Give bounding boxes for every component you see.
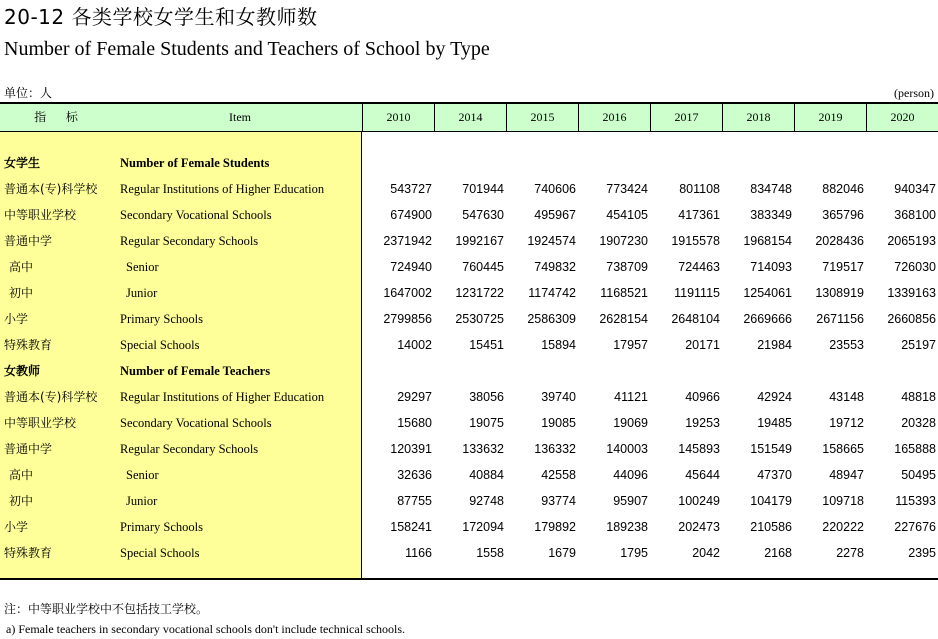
row-label-en: Number of Female Students [120,156,270,170]
table-cell: 1968154 [743,234,792,248]
row-label-cn: 特殊教育 [4,338,53,352]
table-cell: 2028436 [815,234,864,248]
table-cell: 29297 [397,390,432,404]
table-cell: 714093 [750,260,792,274]
table-row [0,514,938,540]
row-label-en: Special Schools [120,338,200,352]
table-cell: 42924 [757,390,792,404]
page-title-cn: 20-12 各类学校女学生和女教师数 [4,5,318,29]
header-year: 2014 [434,104,506,131]
table-cell: 801108 [679,182,720,196]
table-cell: 2648104 [671,312,720,326]
table-cell: 1339163 [887,286,936,300]
table-cell: 726030 [894,260,936,274]
table-cell: 120391 [390,442,432,456]
table-cell: 220222 [822,520,864,534]
table-cell: 19253 [685,416,720,430]
row-label-cn: 初中 [9,286,34,300]
table-row [0,358,938,384]
table-cell: 20171 [685,338,720,352]
table-cell: 383349 [750,208,792,222]
table-row [0,540,938,566]
table-cell: 17957 [613,338,648,352]
table-cell: 140003 [606,442,648,456]
row-label-cn: 女学生 [4,156,41,170]
table-cell: 115393 [895,494,936,508]
table-cell: 87755 [397,494,432,508]
table-cell: 15451 [469,338,504,352]
table-cell: 1231722 [455,286,504,300]
row-label-cn: 小学 [4,312,29,326]
data-table [0,102,938,580]
table-cell: 44096 [613,468,648,482]
row-label-cn: 高中 [9,260,34,274]
row-label-en: Regular Secondary Schools [120,442,259,456]
table-cell: 19069 [613,416,648,430]
table-cell: 2586309 [527,312,576,326]
table-cell: 2628154 [599,312,648,326]
table-cell: 202473 [678,520,720,534]
table-cell: 104179 [750,494,792,508]
header-year: 2020 [866,104,938,131]
row-label-cn: 普通中学 [4,234,53,248]
header-year: 2016 [578,104,650,131]
row-label-cn: 高中 [9,468,34,482]
table-cell: 674900 [390,208,432,222]
table-cell: 1191115 [674,286,720,300]
table-row [0,332,938,358]
row-label-cn: 中等职业学校 [4,208,77,222]
table-cell: 172094 [462,520,504,534]
table-cell: 882046 [822,182,864,196]
table-cell: 417361 [678,208,720,222]
table-cell: 15680 [397,416,432,430]
table-cell: 547630 [462,208,504,222]
table-row [0,306,938,332]
table-cell: 47370 [757,468,792,482]
table-row [0,384,938,410]
table-cell: 40884 [469,468,504,482]
table-cell: 45644 [685,468,720,482]
unit-label-cn: 单位：人 [4,86,53,100]
table-cell: 42558 [541,468,576,482]
table-cell: 701944 [462,182,504,196]
header-year: 2010 [362,104,434,131]
table-cell: 543727 [390,182,432,196]
header-indicator-cn: 指 标 [34,110,86,124]
table-cell: 43148 [829,390,864,404]
table-cell: 19075 [469,416,504,430]
table-cell: 41121 [614,390,648,404]
header-year: 2017 [650,104,722,131]
table-cell: 158241 [390,520,432,534]
table-cell: 15894 [541,338,576,352]
table-cell: 368100 [894,208,936,222]
table-cell: 50495 [901,468,936,482]
table-row [0,150,938,176]
table-cell: 940347 [894,182,936,196]
row-label-cn: 普通本(专)科学校 [4,182,98,196]
table-cell: 760445 [462,260,504,274]
table-cell: 21984 [757,338,792,352]
table-row [0,410,938,436]
table-cell: 1254061 [743,286,792,300]
table-cell: 1647002 [383,286,432,300]
header-year: 2015 [506,104,578,131]
footnote-en: a) Female teachers in secondary vocational schools don't include technical schools. [6,622,406,636]
table-cell: 165888 [894,442,936,456]
row-label-en: Special Schools [120,546,200,560]
table-row [0,228,938,254]
row-label-en: Regular Institutions of Higher Education [120,390,325,404]
table-cell: 2669666 [743,312,792,326]
table-cell: 227676 [894,520,936,534]
row-label-en: Number of Female Teachers [120,364,271,378]
table-header [0,104,938,132]
table-cell: 210586 [750,520,792,534]
table-cell: 834748 [750,182,792,196]
row-label-en: Primary Schools [120,312,203,326]
header-year: 2019 [794,104,866,131]
row-label-cn: 普通中学 [4,442,53,456]
table-cell: 2168 [764,546,792,560]
row-label-cn: 小学 [4,520,29,534]
table-cell: 40966 [685,390,720,404]
table-cell: 19485 [757,416,792,430]
table-cell: 1992167 [455,234,504,248]
table-cell: 365796 [822,208,864,222]
table-cell: 1679 [548,546,576,560]
table-cell: 2042 [692,546,720,560]
table-cell: 724940 [390,260,432,274]
table-row [0,462,938,488]
table-cell: 1924574 [527,234,576,248]
table-cell: 2395 [908,546,936,560]
table-cell: 19085 [541,416,576,430]
table-cell: 109718 [822,494,864,508]
row-label-en: Junior [126,286,158,300]
table-cell: 39740 [541,390,576,404]
table-cell: 724463 [678,260,720,274]
table-cell: 23553 [829,338,864,352]
table-row [0,280,938,306]
table-cell: 100249 [678,494,720,508]
table-row [0,488,938,514]
table-cell: 1558 [476,546,504,560]
table-cell: 2660856 [887,312,936,326]
table-cell: 93774 [541,494,576,508]
table-cell: 136332 [534,442,576,456]
table-cell: 151549 [750,442,792,456]
row-label-cn: 特殊教育 [4,546,53,560]
table-cell: 179892 [534,520,576,534]
row-label-en: Primary Schools [120,520,203,534]
table-cell: 1907230 [599,234,648,248]
header-year: 2018 [722,104,794,131]
table-row [0,436,938,462]
table-cell: 25197 [901,338,936,352]
table-row [0,202,938,228]
page-title-en: Number of Female Students and Teachers of School by Type [4,38,490,60]
table-cell: 32636 [397,468,432,482]
row-label-en: Regular Secondary Schools [120,234,259,248]
table-cell: 48947 [829,468,864,482]
footnote-cn: 注：中等职业学校中不包括技工学校。 [4,602,209,616]
table-row [0,254,938,280]
table-cell: 719517 [822,260,864,274]
table-cell: 2530725 [455,312,504,326]
table-cell: 773424 [606,182,648,196]
table-cell: 1168521 [600,286,648,300]
table-cell: 749832 [534,260,576,274]
table-cell: 19712 [829,416,864,430]
table-cell: 145893 [678,442,720,456]
table-cell: 2371942 [383,234,432,248]
table-cell: 48818 [901,390,936,404]
table-cell: 189238 [606,520,648,534]
table-cell: 740606 [534,182,576,196]
table-cell: 1915578 [671,234,720,248]
table-row [0,176,938,202]
table-cell: 454105 [606,208,648,222]
table-cell: 14002 [397,338,432,352]
table-cell: 2278 [836,546,864,560]
row-label-en: Senior [126,468,159,482]
table-cell: 2799856 [383,312,432,326]
row-label-en: Secondary Vocational Schools [120,416,272,430]
table-cell: 20328 [901,416,936,430]
table-cell: 1166 [405,546,432,560]
table-cell: 738709 [606,260,648,274]
table-cell: 2065193 [887,234,936,248]
row-label-cn: 普通本(专)科学校 [4,390,98,404]
table-cell: 95907 [613,494,648,508]
table-cell: 38056 [469,390,504,404]
row-label-en: Secondary Vocational Schools [120,208,272,222]
table-cell: 92748 [469,494,504,508]
table-cell: 1174742 [528,286,576,300]
table-cell: 158665 [822,442,864,456]
row-label-en: Junior [126,494,158,508]
table-cell: 495967 [534,208,576,222]
unit-label-en: (person) [894,86,934,100]
table-cell: 133632 [462,442,504,456]
table-cell: 1795 [620,546,648,560]
row-label-cn: 初中 [9,494,34,508]
row-label-cn: 中等职业学校 [4,416,77,430]
row-label-en: Senior [126,260,159,274]
header-item-en: Item [229,110,251,124]
row-label-cn: 女教师 [4,364,41,378]
row-label-en: Regular Institutions of Higher Education [120,182,325,196]
table-cell: 2671156 [816,312,864,326]
table-cell: 1308919 [815,286,864,300]
